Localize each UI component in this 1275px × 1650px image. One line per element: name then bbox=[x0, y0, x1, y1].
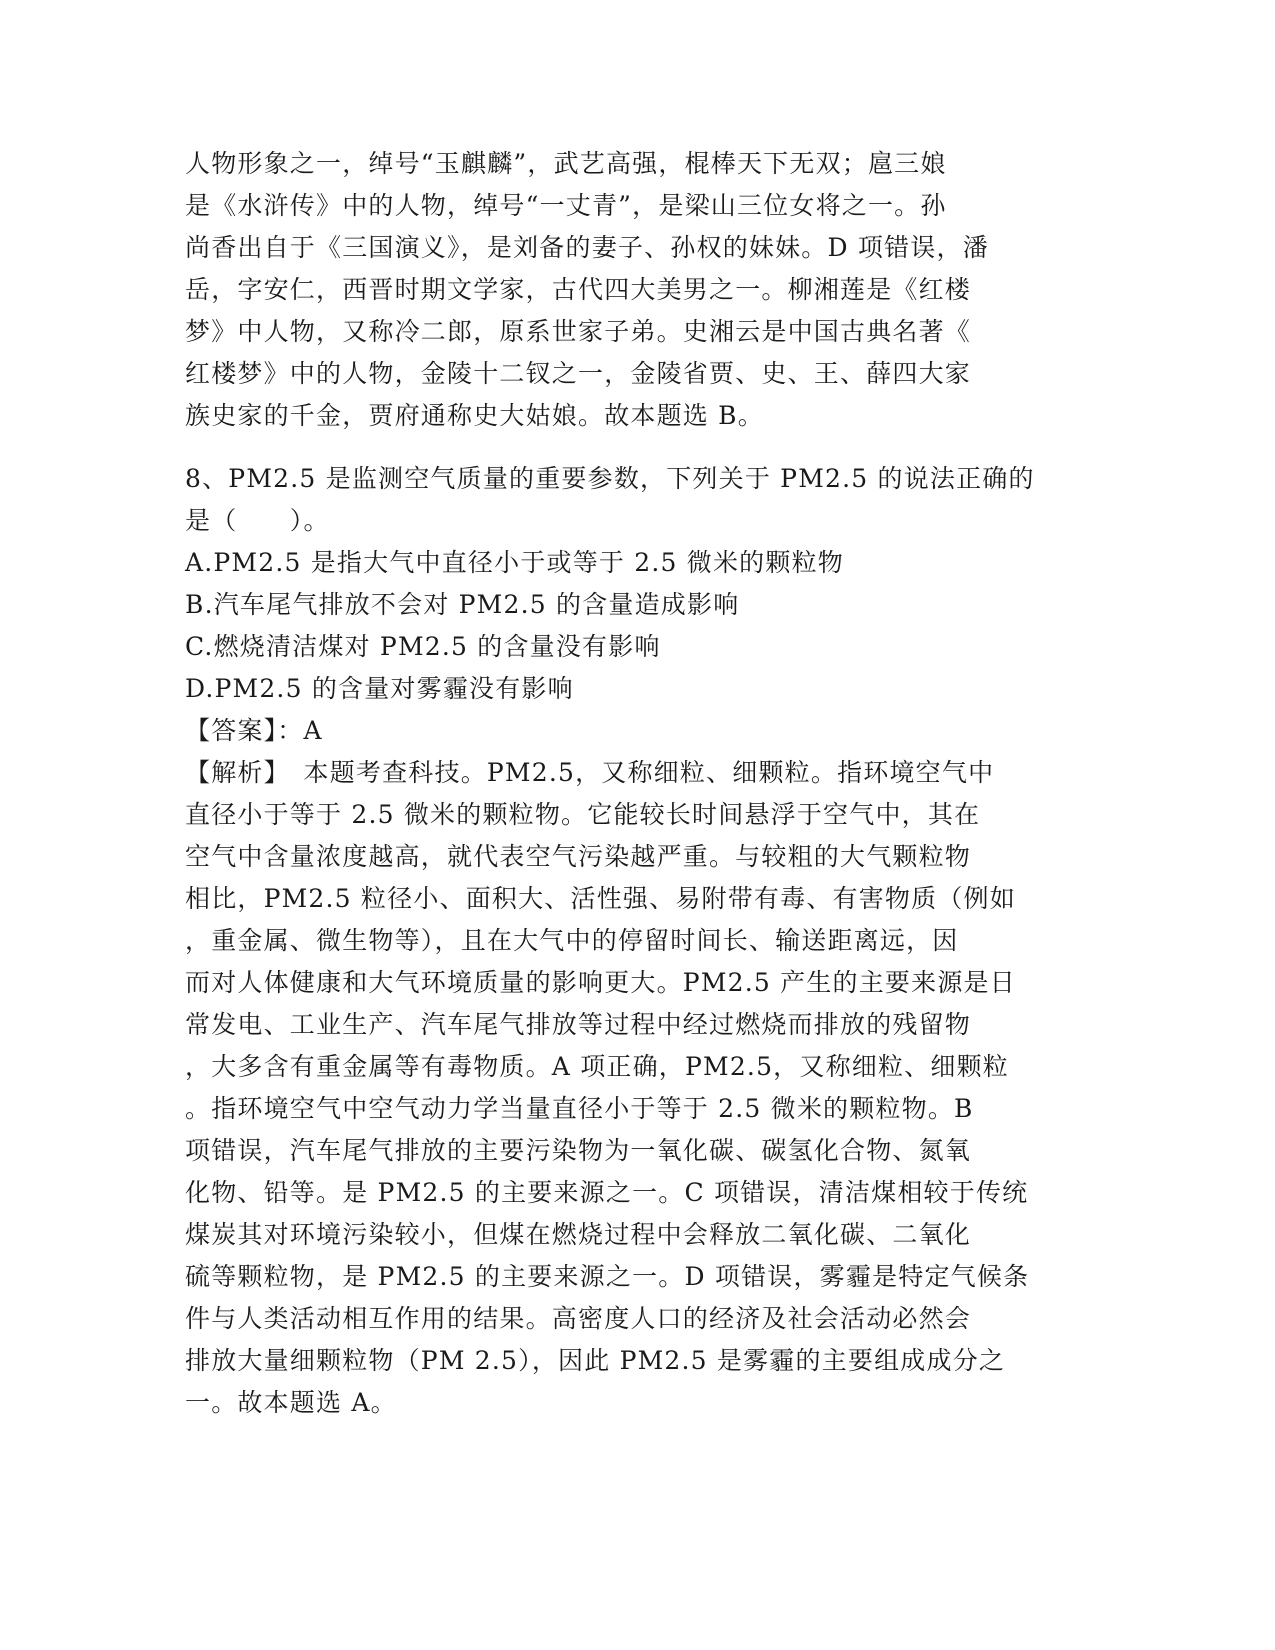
previous-explanation bbox=[185, 143, 1085, 437]
option-c: C.燃烧清洁煤对 PM2.5 的含量没有影响 bbox=[185, 632, 661, 661]
text-line: ，大多含有重金属等有毒物质。A 项正确，PM2.5，又称细粒、细颗粒 bbox=[185, 1052, 1009, 1081]
text-line: 是《水浒传》中的人物，绰号“一丈青”，是梁山三位女将之一。孙 bbox=[185, 191, 947, 220]
text-line: 人物形象之一，绰号“玉麒麟”，武艺高强，棍棒天下无双；扈三娘 bbox=[185, 149, 947, 178]
text-line: 常发电、工业生产、汽车尾气排放等过程中经过燃烧而排放的残留物 bbox=[185, 1010, 972, 1039]
text-line: 是（ ）。 bbox=[185, 506, 330, 535]
text-line: 件与人类活动相互作用的结果。高密度人口的经济及社会活动必然会 bbox=[185, 1304, 972, 1333]
text-line: 。指环境空气中空气动力学当量直径小于等于 2.5 微米的颗粒物。B bbox=[185, 1094, 974, 1123]
text-line: 尚香出自于《三国演义》，是刘备的妻子、孙权的妹妹。D 项错误，潘 bbox=[185, 233, 989, 262]
text-line: 化物、铅等。是 PM2.5 的主要来源之一。C 项错误，清洁煤相较于传统 bbox=[185, 1178, 1029, 1207]
text-line: 硫等颗粒物，是 PM2.5 的主要来源之一。D 项错误，雾霾是特定气候条 bbox=[185, 1262, 1030, 1291]
text-line: 族史家的千金，贾府通称史大姑娘。故本题选 B。 bbox=[185, 401, 764, 430]
paragraph-gap bbox=[185, 437, 1085, 458]
text-line: 梦》中人物，又称冷二郎，原系世家子弟。史湘云是中国古典名著《 bbox=[185, 317, 972, 346]
option-a: A.PM2.5 是指大气中直径小于或等于 2.5 微米的颗粒物 bbox=[185, 548, 844, 577]
analysis bbox=[185, 752, 1085, 1424]
question-stem bbox=[185, 458, 1085, 542]
text-line: 【解析】 本题考查科技。PM2.5，又称细粒、细颗粒。指环境空气中 bbox=[185, 758, 995, 787]
text-line: 煤炭其对环境污染较小，但煤在燃烧过程中会释放二氧化碳、二氧化 bbox=[185, 1220, 972, 1249]
text-line: 相比，PM2.5 粒径小、面积大、活性强、易附带有毒、有害物质（例如 bbox=[185, 884, 1016, 913]
text-line: 岳，字安仁，西晋时期文学家，古代四大美男之一。柳湘莲是《红楼 bbox=[185, 275, 972, 304]
question-options bbox=[185, 542, 1085, 710]
question-8 bbox=[185, 458, 1085, 1424]
text-line: 一。故本题选 A。 bbox=[185, 1388, 397, 1417]
text-line: 项错误，汽车尾气排放的主要污染物为一氧化碳、碳氢化合物、氮氧 bbox=[185, 1136, 972, 1165]
text-line: 8、PM2.5 是监测空气质量的重要参数，下列关于 PM2.5 的说法正确的 bbox=[185, 464, 1035, 493]
text-line: 而对人体健康和大气环境质量的影响更大。PM2.5 产生的主要来源是日 bbox=[185, 968, 1016, 997]
answer-line: 【答案】：A bbox=[185, 716, 323, 745]
text-line: ，重金属、微生物等），且在大气中的停留时间长、输送距离远，因 bbox=[185, 926, 959, 955]
text-line: 排放大量细颗粒物（PM 2.5），因此 PM2.5 是雾霾的主要组成成分之 bbox=[185, 1346, 1006, 1375]
option-d: D.PM2.5 的含量对雾霾没有影响 bbox=[185, 674, 574, 703]
text-line: 空气中含量浓度越高，就代表空气污染越严重。与较粗的大气颗粒物 bbox=[185, 842, 972, 871]
text-line: 红楼梦》中的人物，金陵十二钗之一，金陵省贾、史、王、薛四大家 bbox=[185, 359, 972, 388]
text-line: 直径小于等于 2.5 微米的颗粒物。它能较长时间悬浮于空气中，其在 bbox=[185, 800, 981, 829]
option-b: B.汽车尾气排放不会对 PM2.5 的含量造成影响 bbox=[185, 590, 740, 619]
document-page bbox=[185, 143, 1085, 1424]
